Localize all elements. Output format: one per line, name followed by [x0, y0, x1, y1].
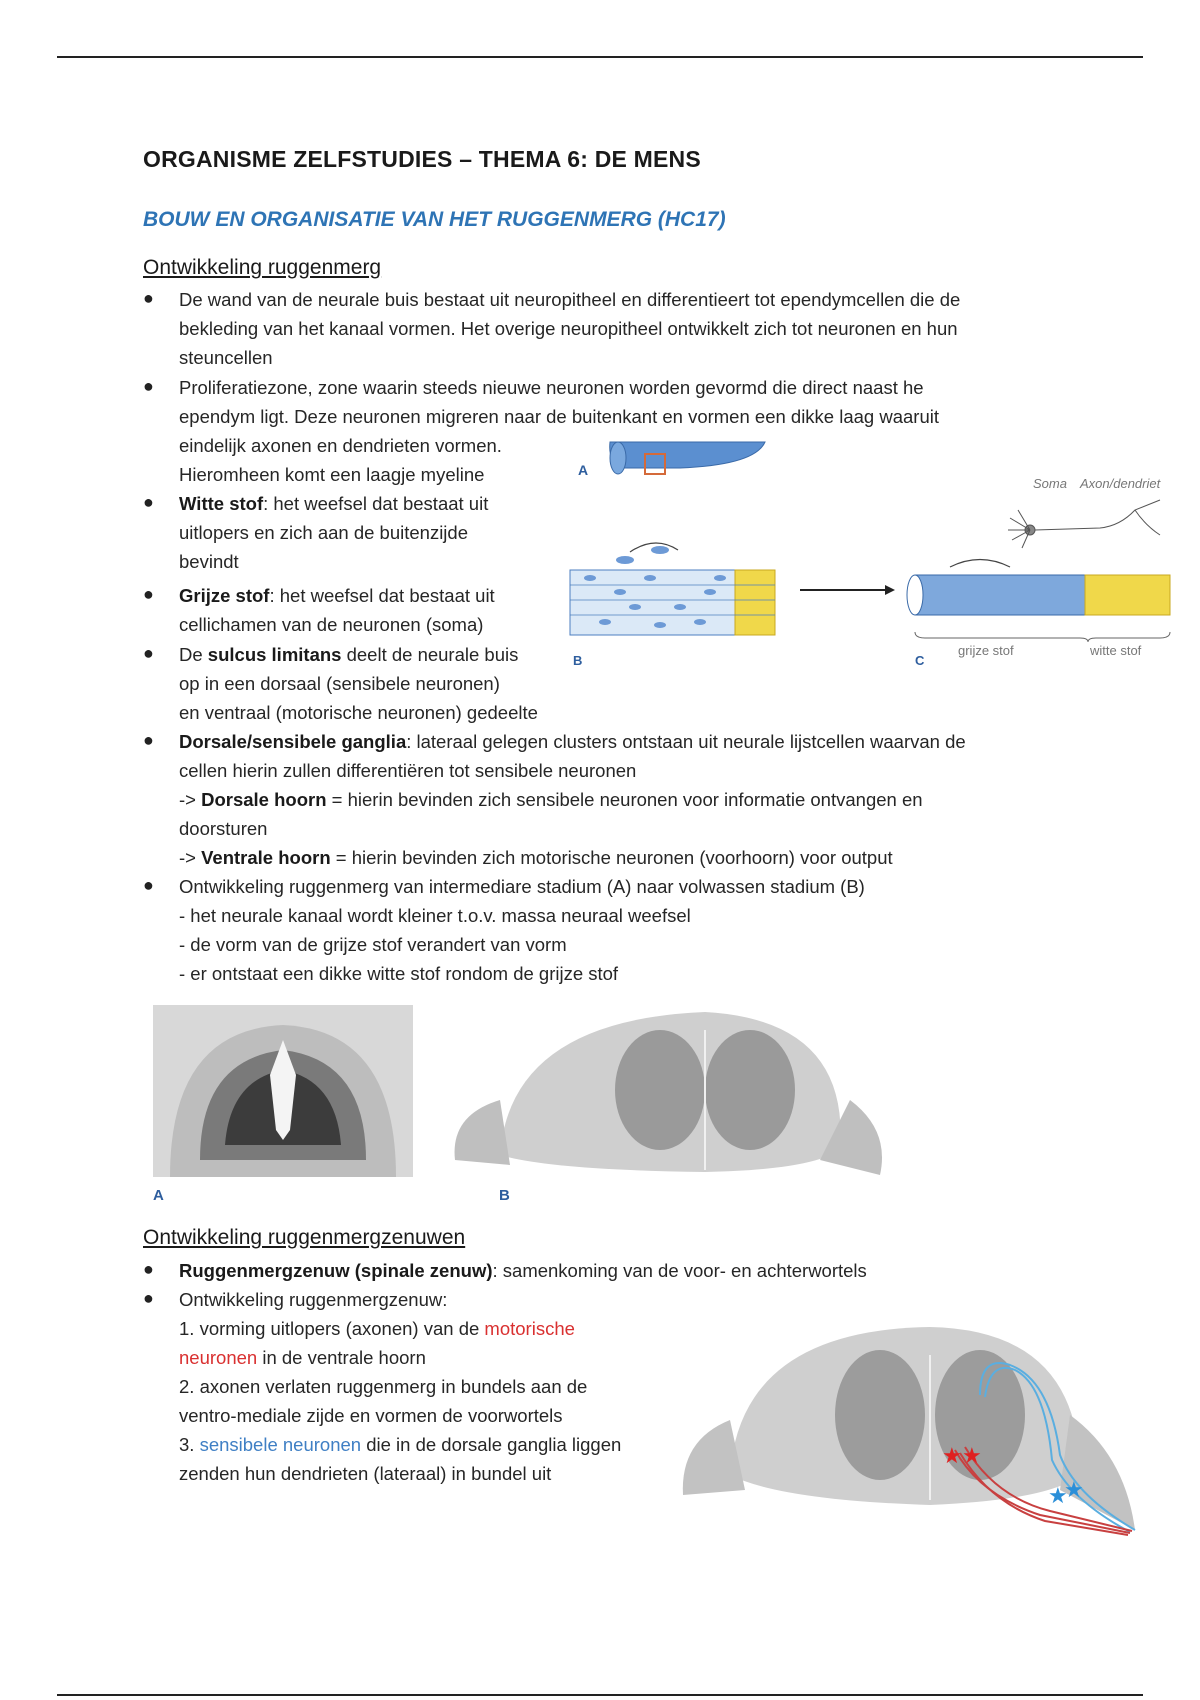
- text-line: - de vorm van de grijze stof verandert van vorm: [179, 934, 567, 955]
- term-ruggenmergzenuw: Ruggenmergzenuw (spinale zenuw): [179, 1260, 493, 1281]
- text-line: [179, 1430, 621, 1459]
- text-span: die in de dorsale ganglia liggen: [361, 1434, 622, 1455]
- text-line: Proliferatiezone, zone waarin steeds nieuwe neuronen worden gevormd die direct naast he: [179, 377, 924, 398]
- text-line: [179, 489, 488, 518]
- bullet-icon: ●: [143, 643, 154, 663]
- text-line: bekleding van het kanaal vormen. Het overige neuropitheel ontwikkelt zich tot neuronen en hun: [179, 318, 958, 339]
- neural-tube-diagram: [560, 440, 1180, 680]
- spinal-nerve-diagram: [680, 1325, 1150, 1545]
- tube-c-illustration: [907, 560, 1170, 643]
- text-line: [179, 1314, 575, 1343]
- text-line: op in een dorsaal (sensibele neuronen): [179, 673, 500, 694]
- section-heading-ruggenmerg: Ontwikkeling ruggenmerg: [143, 256, 382, 279]
- sensibele-highlight: sensibele neuronen: [199, 1434, 362, 1455]
- bullet-icon: ●: [143, 875, 154, 895]
- label-soma: Soma: [1033, 476, 1067, 491]
- text-line: bevindt: [179, 551, 239, 572]
- text-line: [179, 785, 923, 814]
- text-span: 3.: [179, 1434, 200, 1455]
- top-rule: [57, 56, 1143, 58]
- text-span: : het weefsel dat bestaat uit: [263, 493, 489, 514]
- text-line: [179, 843, 893, 872]
- neuronen-highlight: neuronen: [179, 1347, 258, 1368]
- text-span: 1. vorming uitlopers (axonen) van de: [179, 1318, 485, 1339]
- text-line: - er ontstaat een dikke witte stof rondom de grijze stof: [179, 963, 619, 984]
- text-span: deelt de neurale buis: [341, 644, 519, 665]
- text-line: en ventraal (motorische neuronen) gedeelte: [179, 702, 538, 723]
- motorische-highlight: motorische: [484, 1318, 575, 1339]
- bullet-icon: ●: [143, 584, 154, 604]
- sensory-neuron-icon: ★: [1048, 1484, 1068, 1509]
- motor-neuron-icon: ★: [962, 1444, 982, 1469]
- figure-label-b: B: [573, 653, 583, 668]
- text-line: uitlopers en zich aan de buitenzijde: [179, 522, 468, 543]
- figure-label-a: A: [578, 462, 589, 478]
- gray-matter-left: [835, 1350, 925, 1480]
- text-span: : samenkoming van de voor- en achterwortels: [492, 1260, 867, 1281]
- text-line: 2. axonen verlaten ruggenmerg in bundels aan de: [179, 1376, 588, 1397]
- bullet-icon: ●: [143, 730, 154, 750]
- term-witte-stof: Witte stof: [179, 493, 264, 514]
- figure-label-c: C: [915, 653, 925, 668]
- label-grijze-stof: grijze stof: [958, 643, 1014, 658]
- text-line: ependym ligt. Deze neuronen migreren naar de buitenkant en vormen een dikke laag waaruit: [179, 406, 939, 427]
- text-span: ->: [179, 789, 202, 810]
- sensory-neuron-icon: ★: [1064, 1478, 1084, 1503]
- text-span: = hierin bevinden zich sensibele neuronen voor informatie ontvangen en: [326, 789, 923, 810]
- bottom-rule: [57, 1694, 1143, 1696]
- text-line: [179, 727, 966, 756]
- text-line: [179, 1343, 426, 1372]
- text-span: : het weefsel dat bestaat uit: [269, 585, 495, 606]
- motor-neuron-icon: ★: [942, 1444, 962, 1469]
- text-line: [179, 581, 495, 610]
- text-line: cellen hierin zullen differentiëren tot sensibele neuronen: [179, 760, 637, 781]
- text-line: [179, 640, 518, 669]
- text-line: Ontwikkeling ruggenmergzenuw:: [179, 1289, 448, 1310]
- spinal-cord-sections: [150, 1000, 890, 1210]
- section-heading-zenuwen: Ontwikkeling ruggenmergzenuwen: [143, 1226, 466, 1249]
- term-grijze-stof: Grijze stof: [179, 585, 270, 606]
- text-line: cellichamen van de neuronen (soma): [179, 614, 484, 635]
- tissue-b-illustration: [570, 543, 775, 635]
- section-subtitle: BOUW EN ORGANISATIE VAN HET RUGGENMERG (HC17): [143, 208, 726, 231]
- text-span: De: [179, 644, 208, 665]
- bullet-icon: ●: [143, 492, 154, 512]
- text-span: : lateraal gelegen clusters ontstaan uit neurale lijstcellen waarvan de: [406, 731, 966, 752]
- term-dorsale-hoorn: Dorsale hoorn: [201, 789, 327, 810]
- figure-label-b: B: [499, 1187, 510, 1204]
- text-line: [179, 1256, 867, 1285]
- text-line: doorsturen: [179, 818, 268, 839]
- label-witte-stof: witte stof: [1090, 643, 1142, 658]
- text-line: steuncellen: [179, 347, 273, 368]
- tube-a-illustration: [610, 442, 765, 474]
- text-line: Ontwikkeling ruggenmerg van intermediare stadium (A) naar volwassen stadium (B): [179, 876, 865, 897]
- bullet-icon: ●: [143, 376, 154, 396]
- text-span: = hierin bevinden zich motorische neuronen (voorhoorn) voor output: [330, 847, 893, 868]
- bullet-icon: ●: [143, 1288, 154, 1308]
- arrow-head-icon: [885, 585, 895, 595]
- term-ventrale-hoorn: Ventrale hoorn: [201, 847, 331, 868]
- section-a-image: [153, 1005, 413, 1177]
- text-span: ->: [179, 847, 202, 868]
- text-line: ventro-mediale zijde en vormen de voorwortels: [179, 1405, 563, 1426]
- term-sulcus-limitans: sulcus limitans: [207, 644, 342, 665]
- bullet-icon: ●: [143, 1259, 154, 1279]
- text-line: Hieromheen komt een laagje myeline: [179, 464, 485, 485]
- page-title: ORGANISME ZELFSTUDIES – THEMA 6: DE MENS: [143, 146, 701, 172]
- section-b-image: [455, 1012, 882, 1175]
- neuron-illustration: [1008, 500, 1160, 548]
- text-line: - het neurale kanaal wordt kleiner t.o.v. massa neuraal weefsel: [179, 905, 691, 926]
- bullet-icon: ●: [143, 288, 154, 308]
- text-line: De wand van de neurale buis bestaat uit neuropitheel en differentieert tot ependymcellen die de: [179, 289, 961, 310]
- figure-label-a: A: [153, 1187, 164, 1204]
- text-span: in de ventrale hoorn: [257, 1347, 426, 1368]
- text-line: zenden hun dendrieten (lateraal) in bundel uit: [179, 1463, 552, 1484]
- text-line: eindelijk axonen en dendrieten vormen.: [179, 435, 502, 456]
- term-dorsale-ganglia: Dorsale/sensibele ganglia: [179, 731, 407, 752]
- label-axon-dendriet: Axon/dendriet: [1080, 476, 1161, 491]
